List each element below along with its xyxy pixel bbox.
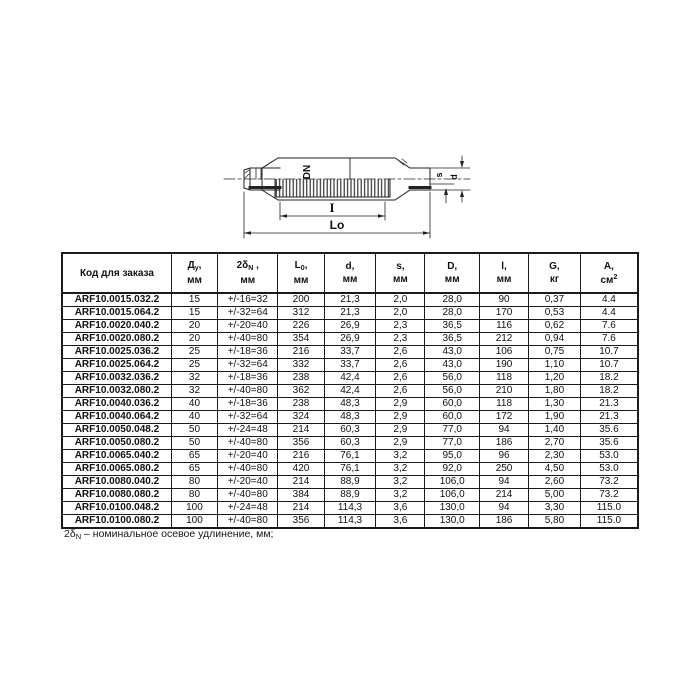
value-cell: 88,9 [324,489,376,502]
value-cell: 56,0 [425,385,480,398]
value-cell: 214 [278,502,324,515]
value-cell: +/-32=64 [218,411,278,424]
table-row [62,293,638,307]
value-cell: 32 [171,372,217,385]
value-cell: 35.6 [580,424,638,437]
table-row [62,476,638,489]
value-cell: 48,3 [324,411,376,424]
value-cell: 216 [278,450,324,463]
value-cell: 15 [171,307,217,320]
order-code-cell: ARF10.0015.032.2 [62,293,171,307]
value-cell: 60,3 [324,424,376,437]
value-cell: 238 [278,398,324,411]
footnote-text: – номинальное осевое удлинение, мм; [81,528,274,540]
value-cell: 76,1 [324,463,376,476]
value-cell: 65 [171,463,217,476]
order-code-cell: ARF10.0015.064.2 [62,307,171,320]
value-cell: 0,53 [529,307,581,320]
value-cell: 21.3 [580,398,638,411]
wall-thickness-label: s [434,172,444,178]
value-cell: 26,9 [324,320,376,333]
value-cell: 114,3 [324,502,376,515]
value-cell: 53.0 [580,463,638,476]
value-cell: 21.3 [580,411,638,424]
value-cell: 10.7 [580,359,638,372]
value-cell: 0,62 [529,320,581,333]
value-cell: 48,3 [324,398,376,411]
order-code-cell: ARF10.0040.064.2 [62,411,171,424]
value-cell: 94 [480,476,529,489]
value-cell: 4.4 [580,307,638,320]
spec-table [61,252,639,529]
value-cell: 190 [480,359,529,372]
value-cell: 172 [480,411,529,424]
value-cell: 420 [278,463,324,476]
value-cell: 80 [171,489,217,502]
value-cell: +/-40=80 [218,333,278,346]
value-cell: 115.0 [580,502,638,515]
value-cell: 100 [171,515,217,529]
value-cell: 1,20 [529,372,581,385]
table-row [62,515,638,529]
value-cell: 200 [278,293,324,307]
value-cell: 3,2 [376,489,425,502]
value-cell: 15 [171,293,217,307]
value-cell: 106,0 [425,476,480,489]
value-cell: 76,1 [324,450,376,463]
value-cell: 356 [278,515,324,529]
order-code-cell: ARF10.0020.080.2 [62,333,171,346]
value-cell: 43,0 [425,359,480,372]
value-cell: 3,2 [376,476,425,489]
value-cell: 2,0 [376,293,425,307]
value-cell: 43,0 [425,346,480,359]
value-cell: 324 [278,411,324,424]
value-cell: 116 [480,320,529,333]
value-cell: +/-16=32 [218,293,278,307]
col-header-3: $L_0$, мм [278,253,324,293]
order-code-cell: ARF10.0100.048.2 [62,502,171,515]
value-cell: 21,3 [324,307,376,320]
value-cell: 210 [480,385,529,398]
value-cell: 2,3 [376,320,425,333]
value-cell: +/-18=36 [218,372,278,385]
order-code-cell: ARF10.0050.048.2 [62,424,171,437]
value-cell: 3,2 [376,463,425,476]
table-row [62,346,638,359]
value-cell: 73.2 [580,489,638,502]
value-cell: 0,37 [529,293,581,307]
value-cell: 50 [171,437,217,450]
order-code-cell: ARF10.0065.040.2 [62,450,171,463]
value-cell: 32 [171,385,217,398]
value-cell: 80 [171,476,217,489]
value-cell: 2,6 [376,359,425,372]
header-row [62,253,638,293]
value-cell: 21,3 [324,293,376,307]
value-cell: 1,10 [529,359,581,372]
footnote-symbol: 2δ [64,528,76,540]
value-cell: 42,4 [324,385,376,398]
value-cell: 2,9 [376,411,425,424]
value-cell: 7.6 [580,333,638,346]
value-cell: 20 [171,320,217,333]
table-row [62,437,638,450]
value-cell: 214 [480,489,529,502]
value-cell: 2,60 [529,476,581,489]
order-code-cell: ARF10.0025.064.2 [62,359,171,372]
value-cell: +/-18=36 [218,346,278,359]
footnote [64,528,273,541]
value-cell: 2,0 [376,307,425,320]
value-cell: +/-20=40 [218,476,278,489]
value-cell: 36,5 [425,320,480,333]
value-cell: 2,30 [529,450,581,463]
value-cell: +/-40=80 [218,515,278,529]
value-cell: 1,90 [529,411,581,424]
order-code-cell: ARF10.0020.040.2 [62,320,171,333]
value-cell: 186 [480,437,529,450]
value-cell: 3,6 [376,502,425,515]
value-cell: 384 [278,489,324,502]
value-cell: 100 [171,502,217,515]
value-cell: 130,0 [425,502,480,515]
value-cell: 1,40 [529,424,581,437]
expansion-joint-svg [218,128,490,250]
col-header-8: G, кг [529,253,581,293]
value-cell: 96 [480,450,529,463]
value-cell: 60,0 [425,411,480,424]
value-cell: 28,0 [425,307,480,320]
value-cell: 25 [171,346,217,359]
value-cell: 5,00 [529,489,581,502]
value-cell: 2,70 [529,437,581,450]
order-code-cell: ARF10.0080.040.2 [62,476,171,489]
spec-table-header [62,253,638,293]
value-cell: 40 [171,411,217,424]
value-cell: +/-20=40 [218,450,278,463]
table-row [62,463,638,476]
value-cell: 77,0 [425,424,480,437]
expansion-joint-drawing [218,128,490,250]
order-code-cell: ARF10.0025.036.2 [62,346,171,359]
value-cell: 50 [171,424,217,437]
value-cell: 250 [480,463,529,476]
value-cell: 73.2 [580,476,638,489]
value-cell: 10.7 [580,346,638,359]
value-cell: +/-40=80 [218,385,278,398]
value-cell: 60,3 [324,437,376,450]
col-header-4: d, мм [324,253,376,293]
value-cell: 186 [480,515,529,529]
table-row [62,411,638,424]
value-cell: +/-40=80 [218,489,278,502]
value-cell: 26,9 [324,333,376,346]
value-cell: 53.0 [580,450,638,463]
value-cell: 115.0 [580,515,638,529]
pipe-diameter-label: d [449,174,459,180]
value-cell: 214 [278,424,324,437]
table-row [62,372,638,385]
value-cell: 92,0 [425,463,480,476]
value-cell: 114,3 [324,515,376,529]
value-cell: 28,0 [425,293,480,307]
value-cell: 3,2 [376,450,425,463]
value-cell: 4.4 [580,293,638,307]
value-cell: 2,9 [376,437,425,450]
col-header-2: $2\delta_N$ , мм [218,253,278,293]
value-cell: +/-40=80 [218,437,278,450]
value-cell: 106 [480,346,529,359]
value-cell: 170 [480,307,529,320]
value-cell: 1,80 [529,385,581,398]
order-code-cell: ARF10.0032.036.2 [62,372,171,385]
value-cell: 65 [171,450,217,463]
table-row [62,359,638,372]
value-cell: 42,4 [324,372,376,385]
col-header-1: $Д_у$, мм [171,253,217,293]
value-cell: 2,6 [376,385,425,398]
value-cell: 18.2 [580,372,638,385]
order-code-cell: ARF10.0080.080.2 [62,489,171,502]
value-cell: 3,6 [376,515,425,529]
table-row [62,502,638,515]
col-header-6: D, мм [425,253,480,293]
value-cell: 2,9 [376,424,425,437]
value-cell: 2,6 [376,372,425,385]
value-cell: 25 [171,359,217,372]
overall-length-label: Lo [329,218,345,232]
value-cell: 77,0 [425,437,480,450]
value-cell: 1,30 [529,398,581,411]
value-cell: 332 [278,359,324,372]
value-cell: 5,80 [529,515,581,529]
value-cell: 7.6 [580,320,638,333]
table-row [62,333,638,346]
value-cell: 356 [278,437,324,450]
table-row [62,307,638,320]
value-cell: 214 [278,476,324,489]
value-cell: 118 [480,372,529,385]
value-cell: 0,94 [529,333,581,346]
value-cell: 60,0 [425,398,480,411]
table-row [62,385,638,398]
table-row [62,320,638,333]
value-cell: 3,30 [529,502,581,515]
value-cell: 94 [480,502,529,515]
value-cell: 212 [480,333,529,346]
value-cell: 94 [480,424,529,437]
value-cell: 106,0 [425,489,480,502]
value-cell: +/-32=64 [218,359,278,372]
value-cell: 238 [278,372,324,385]
col-header-7: l, мм [480,253,529,293]
value-cell: 0,75 [529,346,581,359]
col-header-5: s, мм [376,253,425,293]
col-header-9: A, $см^2$ [580,253,638,293]
value-cell: 90 [480,293,529,307]
value-cell: 130,0 [425,515,480,529]
value-cell: 2,6 [376,346,425,359]
value-cell: 56,0 [425,372,480,385]
value-cell: +/-24=48 [218,424,278,437]
value-cell: 2,3 [376,333,425,346]
value-cell: +/-40=80 [218,463,278,476]
order-code-cell: ARF10.0100.080.2 [62,515,171,529]
value-cell: 33,7 [324,359,376,372]
value-cell: 40 [171,398,217,411]
value-cell: 33,7 [324,346,376,359]
spec-table-body [62,293,638,528]
value-cell: 36,5 [425,333,480,346]
value-cell: +/-20=40 [218,320,278,333]
order-code-cell: ARF10.0040.036.2 [62,398,171,411]
value-cell: +/-18=36 [218,398,278,411]
value-cell: 226 [278,320,324,333]
value-cell: 216 [278,346,324,359]
value-cell: 118 [480,398,529,411]
value-cell: 20 [171,333,217,346]
value-cell: 2,9 [376,398,425,411]
table-row [62,398,638,411]
table-row [62,450,638,463]
value-cell: 88,9 [324,476,376,489]
dn-label: DN [302,164,313,180]
value-cell: 354 [278,333,324,346]
order-code-cell: ARF10.0065.080.2 [62,463,171,476]
table-row [62,424,638,437]
value-cell: +/-24=48 [218,502,278,515]
value-cell: 95,0 [425,450,480,463]
value-cell: 4,50 [529,463,581,476]
table-row [62,489,638,502]
value-cell: +/-32=64 [218,307,278,320]
value-cell: 362 [278,385,324,398]
value-cell: 18.2 [580,385,638,398]
footnote-subscript: N [75,532,82,541]
value-cell: 312 [278,307,324,320]
order-code-cell: ARF10.0032.080.2 [62,385,171,398]
value-cell: 35.6 [580,437,638,450]
col-header-0: Код для заказа [62,253,171,293]
order-code-cell: ARF10.0050.080.2 [62,437,171,450]
bellows-length-label: I [329,200,335,215]
